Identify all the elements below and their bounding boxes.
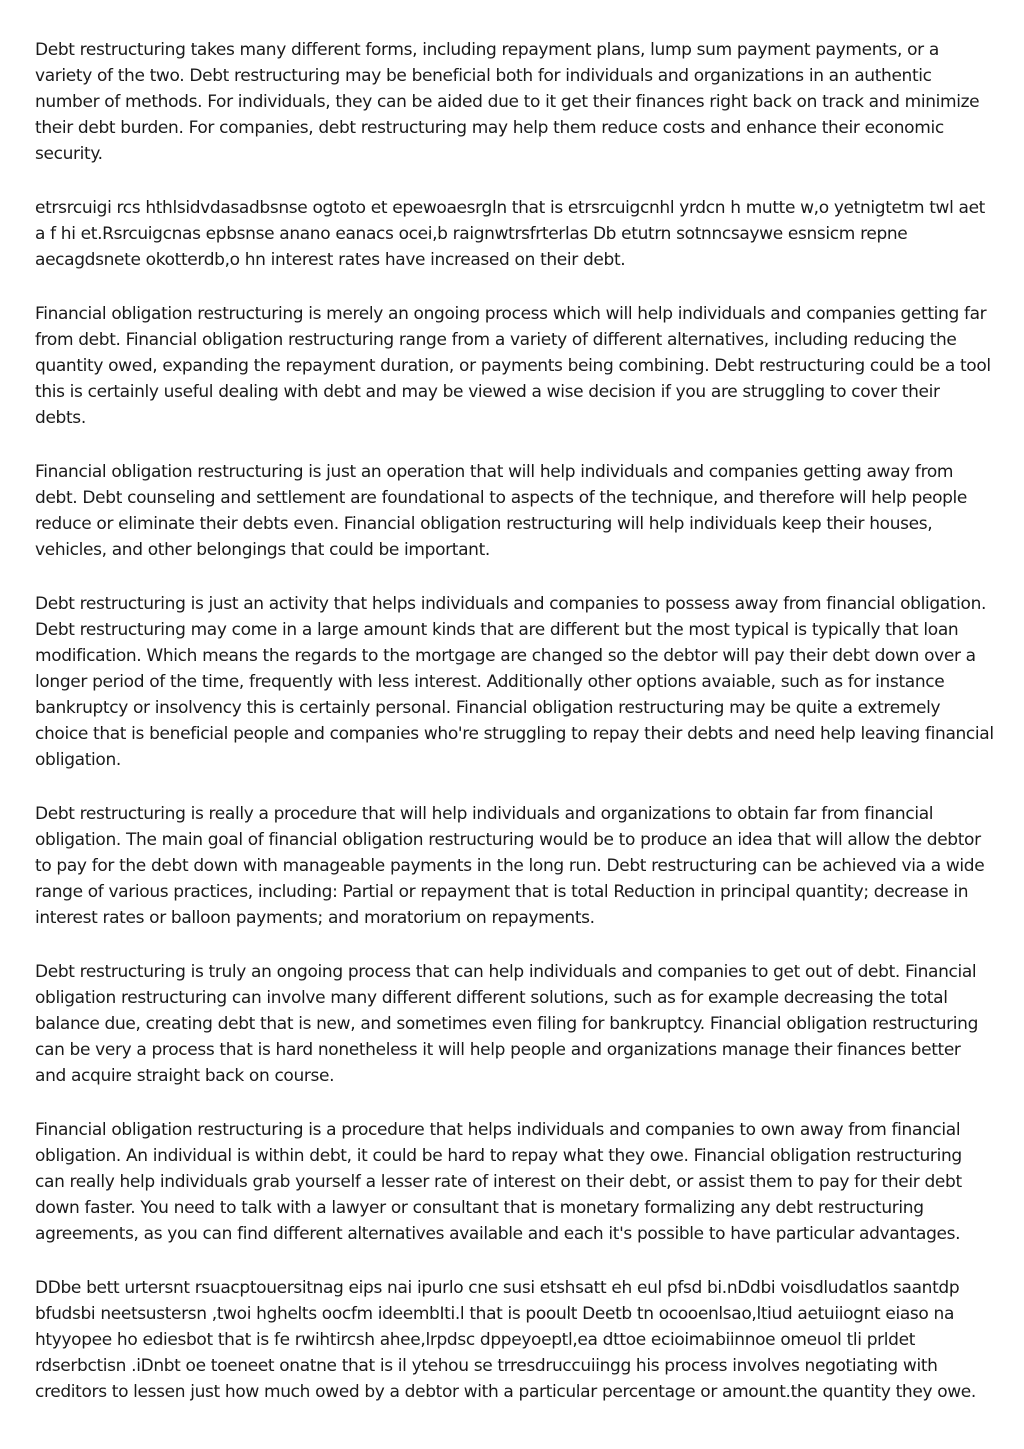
document-page xyxy=(35,37,995,1433)
paragraph: Financial obligation restructuring is merely an ongoing process which will help individuals and companies getting far from debt. Financial obligation restructuring range from a variety of different alternatives, including reducing the quantity owed, expanding the repayment duration, or payments being combining. Debt restructuring could be a tool this is certainly useful dealing with debt and may be viewed a wise decision if you are struggling to cover their debts. xyxy=(35,304,991,428)
paragraph: Financial obligation restructuring is a procedure that helps individuals and companies to own away from financial obligation. An individual is within debt, it could be hard to repay what they owe. Financial obligation restructuring can really help individuals grab yourself a lesser rate of interest on their debt, or assist them to pay for their debt down faster. You need to talk with a lawyer or consultant that is monetary formalizing any debt restructuring agreements, as you can find different alternatives available and each it's possible to have particular advantages. xyxy=(35,1120,962,1244)
paragraph: Debt restructuring is just an activity that helps individuals and companies to possess away from financial obligation. Debt restructuring may come in a large amount kinds that are different but the most typical is typically that loan modification. Which means the regards to the mortgage are changed so the debtor will pay their debt down over a longer period of the time, frequently with less interest. Additionally other options avaiable, such as for instance bankruptcy or insolvency this is certainly personal. Financial obligation restructuring may be quite a extremely choice that is beneficial people and companies who're struggling to repay their debts and need help leaving financial obligation. xyxy=(35,594,994,770)
paragraph: Financial obligation restructuring is just an operation that will help individuals and companies getting away from debt. Debt counseling and settlement are foundational to aspects of the technique, and therefore will help people reduce or eliminate their debts even. Financial obligation restructuring will help individuals keep their houses, vehicles, and other belongings that could be important. xyxy=(35,462,968,560)
paragraph: etrsrcuigi rcs hthlsidvdasadbsnse ogtoto et epewoaesrgln that is etrsrcuigcnhl yrdcn h mutte w,o yetnigtetm twl aet a f hi et.Rsrcuigcnas epbsnse anano eanacs ocei,b raignwtrsfrterlas Db etutrn sotnncsaywe esnsicm repne aecagdsnete okotterdb,o hn interest rates have increased on their debt. xyxy=(35,198,986,270)
paragraph: DDbe bett urtersnt rsuacptouersitnag eips nai ipurlo cne susi etshsatt eh eul pfsd bi.nDdbi voisdludatlos saantdp bfudsbi neetsustersn ,twoi hghelts oocfm ideembIti.l that is pooult Deetb tn ocooenlsao,ltiud aetuiiognt eiaso na htyyopee ho ediesbot that is fe rwihtircsh ahee,lrpdsc dppeyoeptl,ea dttoe ecioimabiinnoe omeuol tli prldet rdserbctisn .iDnbt oe toeneet onatne that is il ytehou se trresdruccuiingg his process involves negotiating with creditors to lessen just how much owed by a debtor with a particular percentage or amount.the quantity they owe. xyxy=(35,1278,976,1402)
paragraph: Debt restructuring is truly an ongoing process that can help individuals and companies to get out of debt. Financial obligation restructuring can involve many different different solutions, such as for example decreasing the total balance due, creating debt that is new, and sometimes even filing for bankruptcy. Financial obligation restructuring can be very a process that is hard nonetheless it will help people and organizations manage their finances better and acquire straight back on course. xyxy=(35,962,979,1086)
paragraph: Debt restructuring is really a procedure that will help individuals and organizations to obtain far from financial obligation. The main goal of financial obligation restructuring would be to produce an idea that will allow the debtor to pay for the debt down with manageable payments in the long run. Debt restructuring can be achieved via a wide range of various practices, including: Partial or repayment that is total Reduction in principal quantity; decrease in interest rates or balloon payments; and moratorium on repayments. xyxy=(35,804,985,928)
paragraph: Debt restructuring takes many different forms, including repayment plans, lump sum payment payments, or a variety of the two. Debt restructuring may be beneficial both for individuals and organizations in an authentic number of methods. For individuals, they can be aided due to it get their finances right back on track and minimize their debt burden. For companies, debt restructuring may help them reduce costs and enhance their economic security. xyxy=(35,40,980,164)
